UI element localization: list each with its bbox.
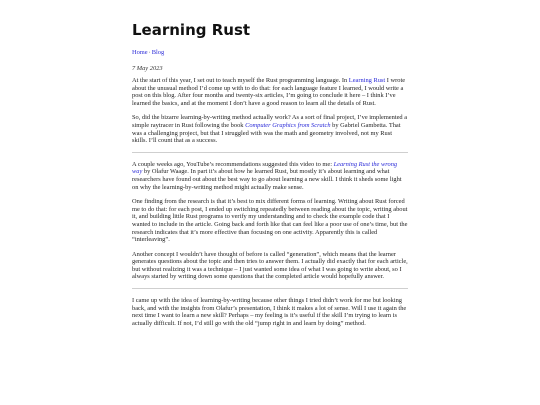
section-divider-1 [132,152,408,153]
paragraph-generation: Another concept I wouldn’t have thought of before is called “generation”, which means that the learner generates questions about the topic and then tries to answer them. I actually did exactly that for each article, but without realizing it was a technique – I just wanted some idea of what I was going to write about, so I always started by writing down some questions that the completed article would hopefully answer. [132,250,408,281]
paragraph-intro [132,77,408,107]
paragraph-video [132,161,408,191]
paragraph-video-text-a: A couple weeks ago, YouTube’s recommendations suggested this video to me: [132,160,334,168]
paragraph-intro-text-b: I wrote about the unusual method I’d come up with to do that: for each language feature I learned, I would write a post on this blog. After four months and twenty-six articles, I’m going to conclude it here – I think I’ve learned the basics, and at the moment I don’t have a good reason to learn all the details of Rust. [132,77,406,107]
computer-graphics-book-link[interactable]: Computer Graphics from Scratch [245,121,331,129]
paragraph-raytracer-text-b: by Gabriel Gambetta. That was a challenging project, but that I struggled with was the math and geometry involved, not my Rust skills. I’ll count that as a success. [132,121,401,145]
section-divider-2 [132,288,408,289]
post-date: 7 May 2023 [132,65,163,72]
nav-separator: · [148,49,151,56]
paragraph-video-text-b: by Olafur Waage. In part it’s about how he learned Rust, but mostly it’s about learning and what researchers have found out about the best way to go about learning a new skill. I think it sheds some light on why the learning-by-writing method might actually make sense. [132,168,402,191]
blog-link[interactable]: Blog [151,49,165,56]
breadcrumb-nav [132,48,408,57]
paragraph-raytracer [132,114,408,144]
page-title: Learning Rust [132,21,251,39]
learning-rust-link[interactable]: Learning Rust [348,77,386,84]
learning-rust-wrong-way-link[interactable]: Learning Rust the wrong way [132,160,398,176]
paragraph-raytracer-text-a: So, did the bizarre learning-by-writing method actually work? As a sort of final project, I’ve implemented a simple raytracer in Rust following the book [132,114,408,129]
paragraph-interleaving: One finding from the research is that it’s best to mix different forms of learning. Writing about Rust forced me to do that: for each post, I ended up switching repeatedly between reading about the topic, writing about it, and building little Rust programs to verify my understanding and to check the example code that I wanted to include in the article. Going back and forth like that can feel like a poor use of one’s time, but the research indicates that it’s more effective than focusing on one activity. Apparently this is called “interleaving”. [132,198,408,244]
paragraph-conclusion: I came up with the idea of learning-by-writing because other things I tried didn’t work for me but looking back, and with the insights from Olafur’s presentation, I think it makes a lot of sense. Will I use it again the next time I want to learn a new skill? Perhaps – my feeling is it’s useful if the skill I’m trying to learn is actually difficult. If not, I’d still go with the old “jump right in and learn by doing” method. [132,297,407,327]
home-link[interactable]: Home [132,49,148,56]
paragraph-intro-text-a: At the start of this year, I set out to teach myself the Rust programming language. In [132,77,349,84]
article-page [132,0,408,327]
